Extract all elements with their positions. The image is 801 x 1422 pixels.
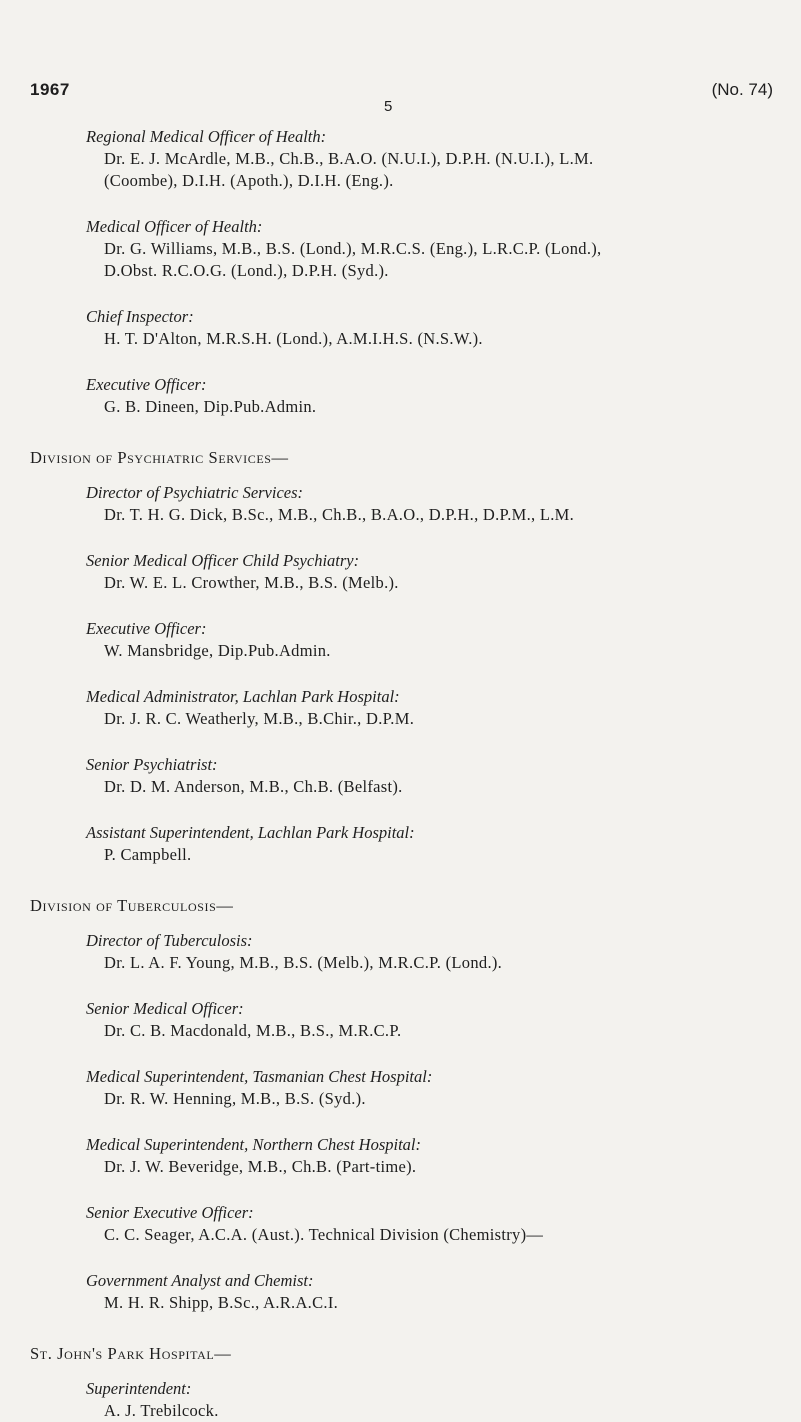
position-title: Executive Officer: — [86, 375, 207, 394]
section — [30, 448, 790, 866]
staff-entry — [86, 126, 790, 192]
position-title: Assistant Superintendent, Lachlan Park Hospital: — [86, 823, 415, 842]
staff-entry — [86, 998, 790, 1042]
person-line: Dr. C. B. Macdonald, M.B., B.S., M.R.C.P. — [104, 1021, 402, 1040]
section-heading: Division of Tuberculosis— — [30, 896, 234, 915]
position-title: Medical Officer of Health: — [86, 217, 263, 236]
position-title: Senior Executive Officer: — [86, 1203, 254, 1222]
section-heading: St. John's Park Hospital— — [30, 1344, 232, 1363]
position-title: Senior Psychiatrist: — [86, 755, 218, 774]
person-line: Dr. L. A. F. Young, M.B., B.S. (Melb.), M.R.C.P. (Lond.). — [104, 953, 503, 972]
position-title: Executive Officer: — [86, 619, 207, 638]
position-title: Regional Medical Officer of Health: — [86, 127, 327, 146]
person-line: Dr. R. W. Henning, M.B., B.S. (Syd.). — [104, 1089, 366, 1108]
person-line: W. Mansbridge, Dip.Pub.Admin. — [104, 641, 331, 660]
position-title: Director of Psychiatric Services: — [86, 483, 304, 502]
person-line: Dr. G. Williams, M.B., B.S. (Lond.), M.R.C.S. (Eng.), L.R.C.P. (Lond.), — [104, 239, 602, 258]
staff-entry — [86, 1066, 790, 1110]
person-line: P. Campbell. — [104, 845, 192, 864]
position-title: Senior Medical Officer Child Psychiatry: — [86, 551, 360, 570]
position-title: Medical Administrator, Lachlan Park Hospital: — [86, 687, 400, 706]
staff-entry — [86, 930, 790, 974]
page-number: 5 — [384, 98, 393, 115]
person-line: Dr. W. E. L. Crowther, M.B., B.S. (Melb.). — [104, 573, 399, 592]
staff-entry — [86, 482, 790, 526]
position-title: Medical Superintendent, Tasmanian Chest Hospital: — [86, 1067, 433, 1086]
person-line: M. H. R. Shipp, B.Sc., A.R.A.C.I. — [104, 1293, 339, 1312]
staff-entry — [86, 374, 790, 418]
person-line: A. J. Trebilcock. — [104, 1401, 219, 1420]
person-line: G. B. Dineen, Dip.Pub.Admin. — [104, 397, 317, 416]
staff-entry — [86, 1134, 790, 1178]
staff-entry — [86, 216, 790, 282]
position-title: Superintendent: — [86, 1379, 192, 1398]
staff-entry — [86, 822, 790, 866]
staff-entry — [86, 686, 790, 730]
staff-entry — [86, 550, 790, 594]
staff-entry — [86, 1378, 790, 1422]
person-line: Dr. J. W. Beveridge, M.B., Ch.B. (Part-time). — [104, 1157, 417, 1176]
person-line: C. C. Seager, A.C.A. (Aust.). Technical Division (Chemistry)— — [104, 1225, 544, 1244]
section — [30, 1344, 790, 1422]
document-body — [30, 126, 790, 1422]
person-line: (Coombe), D.I.H. (Apoth.), D.I.H. (Eng.). — [104, 171, 394, 190]
person-line: Dr. T. H. G. Dick, B.Sc., M.B., Ch.B., B.A.O., D.P.H., D.P.M., L.M. — [104, 505, 575, 524]
position-title: Chief Inspector: — [86, 307, 194, 326]
position-title: Director of Tuberculosis: — [86, 931, 253, 950]
header-issue: (No. 74) — [711, 80, 773, 99]
section — [30, 126, 790, 418]
position-title: Government Analyst and Chemist: — [86, 1271, 314, 1290]
person-line: H. T. D'Alton, M.R.S.H. (Lond.), A.M.I.H.S. (N.S.W.). — [104, 329, 483, 348]
position-title: Medical Superintendent, Northern Chest Hospital: — [86, 1135, 422, 1154]
person-line: D.Obst. R.C.O.G. (Lond.), D.P.H. (Syd.). — [104, 261, 389, 280]
section — [30, 896, 790, 1314]
staff-entry — [86, 754, 790, 798]
staff-entry — [86, 1202, 790, 1246]
staff-entry — [86, 306, 790, 350]
person-line: Dr. D. M. Anderson, M.B., Ch.B. (Belfast). — [104, 777, 403, 796]
position-title: Senior Medical Officer: — [86, 999, 244, 1018]
person-line: Dr. J. R. C. Weatherly, M.B., B.Chir., D.P.M. — [104, 709, 415, 728]
staff-entry — [86, 1270, 790, 1314]
header-year: 1967 — [30, 80, 70, 99]
section-heading: Division of Psychiatric Services— — [30, 448, 289, 467]
staff-entry — [86, 618, 790, 662]
person-line: Dr. E. J. McArdle, M.B., Ch.B., B.A.O. (N.U.I.), D.P.H. (N.U.I.), L.M. — [104, 149, 594, 168]
